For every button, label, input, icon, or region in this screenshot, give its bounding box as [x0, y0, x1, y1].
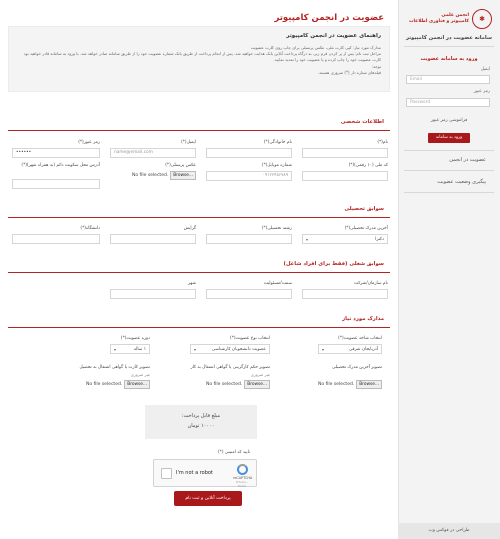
branch-value: آذربایجان شرقی — [348, 346, 378, 352]
national-code-input[interactable] — [302, 171, 388, 181]
recaptcha-widget — [153, 459, 257, 487]
company-label: نام سازمان/شرکت — [354, 281, 388, 286]
logo — [406, 6, 492, 32]
mobile-input[interactable]: ۰۹۱۲۳۴۵۶۷۸۹ — [206, 171, 292, 181]
type-select[interactable] — [190, 344, 270, 354]
login-button[interactable]: ورود به سامانه — [428, 133, 470, 143]
guide-text: مدارک مورد نیاز: کپی کارت ملی، عکس پرسنلی برای چاپ روی کارت عضویت — [250, 45, 381, 50]
section-title-personal: اطلاعات شخصی — [340, 119, 384, 125]
divider — [404, 170, 494, 171]
no-file-text: No file selected. — [131, 173, 169, 178]
section-title-job: سوابق شغلی (فقط برای افراد شاغل) — [283, 261, 384, 267]
national-code-label: کد ملی (۱۰ رقمی)(*) — [348, 163, 388, 168]
guide-text: توجه: — [371, 63, 381, 69]
city-input[interactable] — [110, 289, 196, 299]
footer-credit[interactable]: طراحی در فوکس وب — [398, 523, 500, 539]
chevron-down-icon: ▾ — [194, 346, 197, 352]
city-label: شهر — [188, 281, 196, 286]
name-input[interactable] — [302, 148, 388, 158]
section-title-education: سوابق تحصیلی — [344, 206, 384, 212]
degree-image-label: تصویر آخرین مدرک تحصیلی — [332, 365, 382, 370]
student-file-picker[interactable] — [86, 380, 150, 389]
browse-button[interactable]: Browse... — [244, 380, 270, 389]
major-input[interactable] — [206, 234, 292, 244]
chevron-down-icon: ▾ — [306, 236, 309, 242]
section-divider — [8, 327, 390, 328]
recaptcha-terms[interactable]: Privacy - Terms — [235, 480, 249, 488]
sidebar-item-tracking[interactable]: پیگیری وضعیت عضویت — [437, 179, 486, 185]
logo-line1: انجمن علمی — [441, 13, 469, 18]
company-input[interactable] — [302, 289, 388, 299]
page-title: عضویت در انجمن کامپیوتر — [274, 13, 384, 23]
main-content — [8, 0, 390, 539]
guide-box — [8, 26, 390, 92]
employment-label: تصویر حکم کارگزینی یا گواهی اشتغال به کار — [190, 365, 270, 370]
orientation-label: گرایش — [183, 226, 196, 231]
forgot-password-link[interactable]: فراموشی رمز عبور — [430, 118, 468, 123]
university-input[interactable] — [12, 234, 100, 244]
logo-line2: کامپیوتر و فناوری اطلاعات — [408, 19, 469, 24]
period-select[interactable] — [110, 344, 150, 354]
chevron-down-icon: ▾ — [322, 346, 325, 352]
payment-label: مبلغ قابل پرداخت: — [181, 413, 221, 419]
orientation-input[interactable] — [110, 234, 196, 244]
position-input[interactable] — [206, 289, 292, 299]
name-label: نام(*) — [377, 140, 388, 145]
email-input[interactable]: name@email.com — [110, 148, 196, 158]
employment-file-picker[interactable] — [206, 380, 270, 389]
branch-select[interactable] — [318, 344, 382, 354]
student-label: تصویر کارت یا گواهی اشتغال به تحصیل — [79, 365, 150, 370]
guide-title: راهنمای عضویت در انجمن کامپیوتر — [286, 33, 381, 39]
login-title: ورود به سامانه عضویت — [420, 56, 478, 62]
submit-button[interactable]: پرداخت آنلاین و ثبت نام — [174, 491, 242, 506]
captcha-checkbox[interactable] — [161, 468, 172, 479]
recaptcha-icon — [237, 464, 248, 475]
photo-label: عکس پرسنلی(*) — [165, 163, 196, 168]
login-email-input[interactable]: Email — [406, 75, 490, 84]
student-hint: غیر ضروری — [130, 372, 150, 377]
sidebar-item-membership[interactable]: عضویت در انجمن — [449, 157, 486, 163]
type-label: انتخاب نوع عضویت(*) — [230, 336, 270, 341]
no-file-text: No file selected. — [317, 382, 355, 387]
browse-button[interactable]: Browse... — [356, 380, 382, 389]
period-value: ۱ ساله — [133, 346, 146, 352]
recaptcha-brand: reCAPTCHA — [233, 476, 253, 480]
section-divider — [8, 130, 390, 131]
chevron-down-icon: ▾ — [114, 346, 117, 352]
degree-label: آخرین مدرک تحصیلی(*) — [344, 226, 388, 231]
browse-button[interactable]: Browse... — [170, 171, 196, 180]
email-label: ایمیل(*) — [181, 140, 196, 145]
divider — [404, 46, 494, 47]
address-label: آدرس محل سکونت دائم (به همراه شهر)(*) — [21, 163, 100, 168]
photo-file-picker[interactable] — [132, 171, 196, 180]
password-input[interactable]: •••••• — [12, 148, 100, 158]
guide-text: مراحل ثبت نام: پس از پر کردن فرم زیر، به درگاه پرداخت آنلاین بانک هدایت خواهید شد. پس از انجام پرداخت از طریق بانک شماره عضویت خود را از طریق سامانه صادر خواهد شد. با ورود به سامانه قادر خواهید بود کارت عضویت خود را چاپ کرده و یا عضویت خود را تمدید نمایید. — [23, 51, 381, 63]
section-divider — [8, 217, 390, 218]
browse-button[interactable]: Browse... — [124, 380, 150, 389]
section-title-documents: مدارک مورد نیاز — [342, 316, 384, 322]
type-value: عضویت دانشجویان کارشناسی — [211, 346, 266, 352]
sidebar — [398, 0, 500, 539]
branch-label: انتخاب شاخه عضویت(*) — [338, 336, 382, 341]
university-label: دانشگاه(*) — [80, 226, 100, 231]
major-label: رشته تحصیلی(*) — [261, 226, 292, 231]
mobile-label: شماره موبایل(*) — [261, 163, 292, 168]
employment-hint: غیر ضروری — [250, 372, 270, 377]
login-password-input[interactable]: Password — [406, 98, 490, 107]
guide-text: فیلدهای ستاره دار (*) ضروری هستند. — [317, 69, 381, 75]
password-label: رمز عبور(*) — [78, 140, 100, 145]
period-label: دوره عضویت(*) — [120, 336, 150, 341]
captcha-label: تایید کد امنیتی (*) — [218, 450, 251, 455]
captcha-text: I'm not a robot — [176, 470, 213, 476]
payment-amount: ۱۰۰۰۰ تومان — [187, 423, 215, 429]
logo-emblem-icon: ✱ — [472, 9, 492, 29]
divider — [404, 150, 494, 151]
password-label: رمز عبور — [473, 89, 490, 94]
no-file-text: No file selected. — [85, 382, 123, 387]
system-title: سامانه عضویت در انجمن کامپیوتر — [406, 35, 492, 41]
no-file-text: No file selected. — [205, 382, 243, 387]
email-label: ایمیل — [480, 67, 490, 72]
degree-value: دکترا — [375, 236, 384, 242]
payment-box — [145, 405, 257, 439]
degree-select[interactable] — [302, 234, 388, 244]
section-divider — [8, 272, 390, 273]
family-label: نام خانوادگی(*) — [263, 140, 292, 145]
family-input[interactable] — [206, 148, 292, 158]
degree-image-file-picker[interactable] — [318, 380, 382, 389]
address-input[interactable] — [12, 179, 100, 189]
divider — [404, 192, 494, 193]
position-label: سمت/مسئولیت — [263, 281, 292, 286]
